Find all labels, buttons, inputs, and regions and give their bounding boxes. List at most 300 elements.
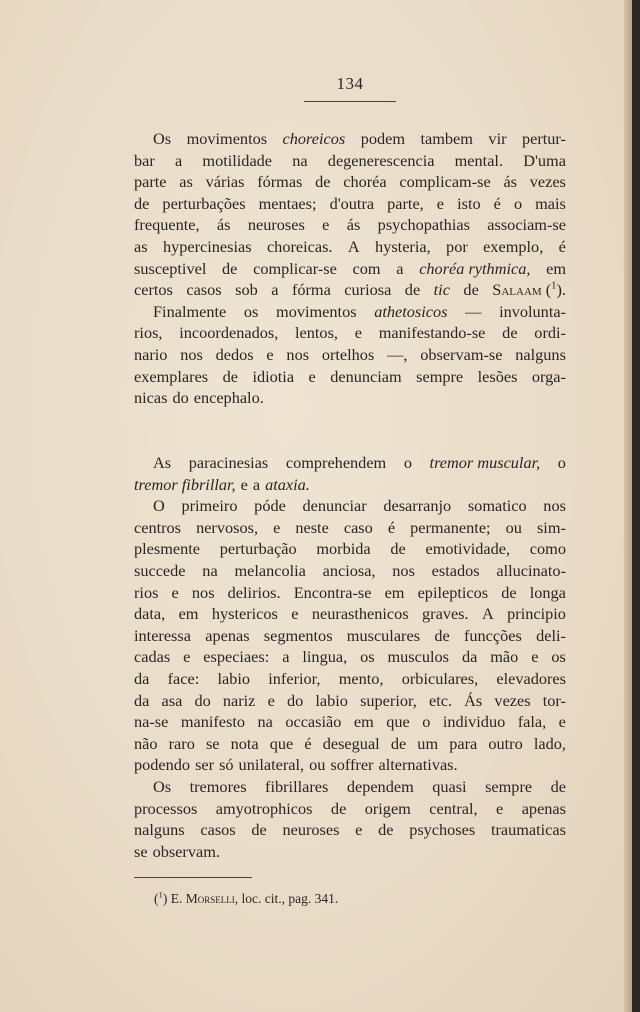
word (134, 193, 149, 215)
italic-term: tremor fibrillar, (134, 474, 236, 494)
text-line (134, 733, 566, 755)
word-text: raro (168, 733, 195, 753)
word (282, 646, 289, 668)
word (378, 214, 470, 236)
word-text: apenas (521, 798, 566, 818)
word-text: alternativas. (378, 755, 458, 775)
word-text: e (266, 344, 274, 364)
word-text: os (360, 647, 375, 667)
word (187, 128, 268, 150)
word (202, 560, 217, 582)
word (543, 495, 566, 517)
word-text: morbida (316, 539, 371, 559)
word-text: como (529, 539, 566, 559)
word (183, 646, 190, 668)
word (175, 150, 182, 172)
word-text: rios, (134, 323, 163, 343)
word-text: em (178, 604, 199, 624)
word-text: por (446, 236, 468, 256)
word (360, 646, 374, 668)
word-text: associam-se (487, 215, 566, 235)
word-text: de (390, 733, 407, 753)
word-text: que (269, 733, 294, 753)
word (153, 301, 226, 323)
word (559, 711, 566, 733)
text-line (134, 646, 566, 668)
word-text: permanente; (410, 517, 491, 537)
word-text: graves. (422, 604, 469, 624)
word (259, 193, 317, 215)
text-line (134, 171, 566, 193)
word-text: nos (392, 560, 415, 580)
word (374, 301, 447, 323)
text-line (134, 322, 566, 344)
word-text: movimentos (276, 301, 357, 321)
word-text: vezes (494, 690, 531, 710)
word-text: superior, (360, 690, 417, 710)
word (265, 474, 310, 496)
word-text: D'uma (523, 150, 566, 170)
word-text: de (434, 625, 450, 645)
text-line (134, 798, 566, 820)
word-text: vir (488, 129, 507, 148)
word-text: e (436, 193, 445, 213)
word-text: vezes (529, 172, 566, 192)
page-edge (624, 0, 632, 1012)
word-text: susceptivel (134, 258, 207, 278)
word-text: e (355, 820, 363, 840)
word-text: neuroses (282, 820, 340, 840)
word (522, 798, 566, 820)
word (291, 603, 298, 625)
word (276, 301, 357, 323)
word-text: tremores (189, 776, 247, 796)
word-text: rios (134, 582, 159, 602)
word (134, 733, 158, 755)
word (330, 754, 373, 776)
word (234, 560, 305, 582)
word (248, 214, 305, 236)
word-text: e (531, 647, 539, 667)
word (134, 754, 190, 776)
word-text: musculares (346, 625, 421, 645)
word-text: perturbações (162, 193, 246, 213)
word (455, 150, 503, 172)
word (322, 344, 374, 366)
word (257, 171, 302, 193)
word (172, 387, 188, 409)
word-text: nervosos, (196, 517, 259, 537)
word-text: a (252, 474, 261, 494)
word-text: fórma (291, 280, 331, 300)
word (365, 798, 411, 820)
text-line (134, 366, 566, 388)
word-text: caso (343, 517, 373, 537)
word-text: nos (180, 344, 203, 364)
word (286, 344, 309, 366)
word (501, 582, 516, 604)
word-text: a (396, 258, 404, 278)
word (179, 603, 199, 625)
word-text: certos (134, 280, 173, 300)
word-text: segmentos (263, 625, 333, 645)
word (134, 798, 197, 820)
word-text: mento, (338, 668, 384, 688)
word (537, 517, 566, 539)
word-text: na (202, 560, 218, 580)
word-text: plesmente (134, 539, 201, 559)
word-text: em (384, 582, 405, 602)
word (134, 625, 191, 647)
word-text: de (315, 172, 331, 192)
word (134, 560, 186, 582)
word (180, 344, 203, 366)
word-text: interessa (134, 625, 191, 645)
word (206, 171, 245, 193)
word (390, 538, 405, 560)
word-text: centros (134, 517, 182, 537)
word (347, 214, 361, 236)
word (396, 258, 403, 280)
word-text: neste (295, 517, 329, 537)
word (179, 322, 278, 344)
word-text: d'outra (329, 193, 375, 213)
word-text: choreicas. (266, 236, 333, 256)
word (162, 690, 183, 712)
word-text: dependem (346, 776, 414, 796)
word (254, 495, 286, 517)
word-text: é (304, 733, 312, 753)
word (507, 603, 566, 625)
footnote-rule (134, 877, 252, 878)
word (422, 603, 469, 625)
word-text: de (222, 366, 238, 386)
word-text: observam. (152, 841, 220, 861)
word-text: neuroses (247, 215, 305, 235)
word (409, 819, 475, 841)
word (558, 452, 566, 474)
word-text: emotividade, (425, 539, 511, 559)
word (265, 776, 328, 798)
word (134, 538, 200, 560)
italic-term: athetosicos (374, 301, 448, 321)
word-text: não (134, 733, 158, 753)
word (405, 279, 420, 301)
word-text: individuo (442, 712, 506, 732)
word (449, 733, 477, 755)
word-text: desegual (322, 733, 380, 753)
word-text: etc. (428, 690, 453, 710)
word-text: origem (364, 798, 411, 818)
word-text: denunciar (302, 496, 367, 516)
word (514, 193, 522, 215)
word (202, 150, 272, 172)
word (437, 193, 444, 215)
header-rule (304, 101, 396, 102)
word (402, 668, 478, 690)
word-text: a (174, 150, 183, 170)
word-text: bar (134, 150, 155, 170)
word (506, 517, 522, 539)
word-text: somatico (467, 496, 527, 516)
word-text: dedos (215, 344, 254, 364)
word (494, 193, 501, 215)
text-line (134, 128, 566, 150)
word-text: tambem (420, 129, 473, 148)
word (532, 366, 566, 388)
word (194, 387, 264, 409)
word-text: occasião (285, 712, 342, 732)
text-line (134, 214, 566, 236)
word (134, 344, 167, 366)
word (388, 646, 450, 668)
word (432, 776, 466, 798)
word-text: mental. (454, 150, 504, 170)
italic-term: tremor muscular, (429, 453, 541, 472)
word (464, 690, 482, 712)
word-text: podendo (134, 755, 191, 775)
word-text: Encontra-se (293, 582, 372, 602)
word (253, 258, 337, 280)
word-text: manifesto (180, 712, 246, 732)
word-text: da (134, 668, 150, 688)
word-text: para (449, 733, 478, 753)
word (134, 258, 206, 280)
word-text: e (273, 517, 281, 537)
word-text: psychopathias (377, 215, 470, 235)
word-text: data, (134, 604, 166, 624)
word-text: casos (186, 280, 222, 300)
word (315, 690, 348, 712)
word (267, 236, 333, 258)
word-text: Ás (464, 690, 483, 710)
word (330, 366, 401, 388)
word (385, 582, 405, 604)
word-text: — (465, 301, 482, 321)
word-text: ás (216, 215, 231, 235)
text-line (134, 301, 566, 323)
word (419, 258, 530, 280)
word-text: succede (134, 560, 186, 580)
word-text: lesões (477, 366, 518, 386)
word (515, 344, 566, 366)
word (530, 538, 566, 560)
word (231, 733, 259, 755)
word-text: e (496, 798, 504, 818)
word-text: mais (535, 193, 566, 213)
word (430, 452, 541, 474)
word (518, 711, 546, 733)
word-text: comprehendem (285, 453, 387, 472)
word (169, 733, 195, 755)
word (134, 387, 167, 409)
word (244, 301, 258, 323)
word-text: exemplo, (483, 236, 544, 256)
word (465, 301, 481, 323)
word (134, 474, 236, 496)
word-text: estados (431, 560, 480, 580)
word (134, 646, 170, 668)
word (181, 711, 245, 733)
word (270, 733, 294, 755)
word (388, 517, 395, 539)
word (251, 819, 266, 841)
word (153, 128, 171, 150)
word (331, 798, 346, 820)
text-line (134, 776, 566, 798)
word (283, 128, 346, 150)
word-text: sim- (536, 517, 566, 537)
word (360, 690, 417, 712)
word-text: o (403, 453, 412, 472)
word-text: encephalo. (193, 388, 264, 408)
word (355, 322, 362, 344)
word (323, 560, 376, 582)
word (429, 690, 452, 712)
word-text: fala, (517, 712, 547, 732)
word (432, 560, 480, 582)
word-text: primeiro (181, 496, 238, 516)
word-text: da (134, 690, 150, 710)
word (295, 322, 338, 344)
word (347, 625, 420, 647)
text-line (134, 841, 566, 863)
word (546, 258, 566, 280)
word-text: e (183, 647, 191, 667)
word (490, 646, 518, 668)
italic-term: ataxia. (265, 474, 310, 494)
word-text: em (546, 258, 566, 278)
word (134, 603, 165, 625)
word (344, 517, 373, 539)
word (531, 646, 538, 668)
word-text: principio (507, 604, 566, 624)
word (330, 193, 375, 215)
word (478, 366, 518, 388)
word (551, 646, 565, 668)
word (203, 646, 269, 668)
word-text: curiosa (344, 280, 392, 300)
word-text: epilepticos (417, 582, 489, 602)
word-text: tor- (542, 690, 566, 710)
word-text: lentos, (295, 323, 338, 343)
word (309, 366, 316, 388)
word-text: ou (309, 755, 326, 775)
word-text: complicar-se (253, 258, 337, 278)
word-text: central, (429, 798, 478, 818)
word-text: e (354, 323, 362, 343)
word (294, 582, 372, 604)
word (264, 625, 333, 647)
word (496, 668, 566, 690)
word-text: de (330, 798, 347, 818)
word-text: do (172, 388, 189, 408)
word (216, 344, 254, 366)
word (361, 128, 405, 150)
word (429, 798, 477, 820)
word (417, 733, 438, 755)
word (378, 754, 457, 776)
word-text: se (205, 733, 220, 753)
word (391, 733, 406, 755)
text-line (134, 279, 566, 301)
word-text: mentaes; (258, 193, 317, 213)
word-text: fibrillares (265, 776, 329, 796)
word (172, 582, 179, 604)
word-text: motilidade (202, 150, 273, 170)
word (379, 322, 486, 344)
word-text: quasi (432, 776, 467, 796)
word (219, 754, 233, 776)
word-text: só (219, 755, 234, 775)
word-text: As (153, 453, 172, 472)
word (523, 150, 566, 172)
word (153, 841, 220, 863)
word (134, 668, 149, 690)
word-text: nota (230, 733, 259, 753)
word (536, 625, 566, 647)
word-text: especiaes: (203, 647, 270, 667)
word (499, 301, 566, 323)
word-text: hysteria, (375, 236, 431, 256)
word-text: um (417, 733, 439, 753)
word-text: sempre (416, 366, 464, 386)
word (488, 733, 522, 755)
text-line (134, 258, 566, 280)
word-text: isto (457, 193, 481, 213)
word-text: observam-se (420, 344, 503, 364)
word (253, 474, 260, 496)
word (309, 754, 325, 776)
word-text: elevadores (496, 668, 566, 688)
word (404, 452, 412, 474)
word (239, 754, 305, 776)
word (134, 517, 181, 539)
word-text: ortelhos (321, 344, 375, 364)
word-text: outro (488, 733, 523, 753)
word (463, 279, 478, 301)
word (375, 236, 431, 258)
word-text: na-se (134, 712, 169, 732)
word (559, 236, 566, 258)
text-line (134, 193, 566, 215)
word (530, 582, 566, 604)
text-line (134, 582, 566, 604)
word (462, 646, 477, 668)
word (494, 690, 530, 712)
word (534, 322, 566, 344)
word-text: mão (490, 647, 519, 667)
word (223, 366, 238, 388)
word-text: que (386, 712, 410, 732)
word-text: amyotrophicos (215, 798, 313, 818)
word (153, 495, 165, 517)
word (347, 776, 414, 798)
word (163, 236, 252, 258)
word (134, 322, 163, 344)
word-text: frequente, (134, 215, 200, 235)
word (468, 495, 527, 517)
word-text: de (404, 280, 421, 300)
word-text: as (134, 236, 148, 256)
word-text: e (322, 215, 330, 235)
italic-term: choreicos (282, 129, 346, 148)
word (353, 258, 381, 280)
word (194, 690, 210, 712)
word (189, 452, 269, 474)
word (285, 711, 341, 733)
word (551, 776, 566, 798)
